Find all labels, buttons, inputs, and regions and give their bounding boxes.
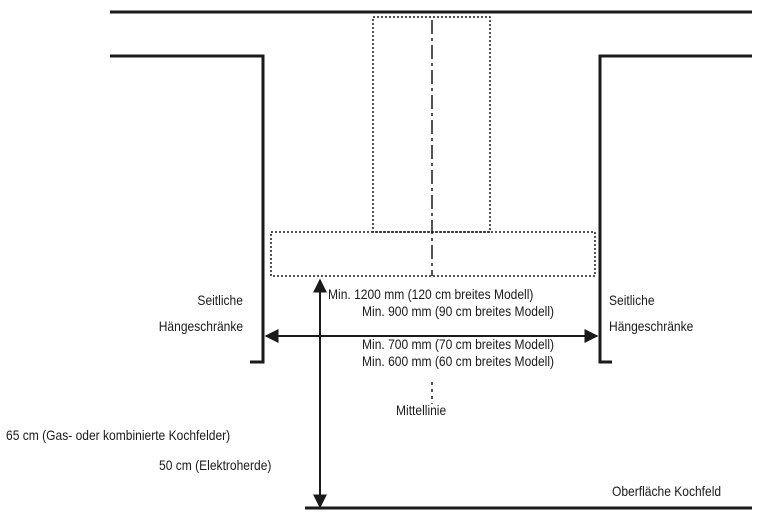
min-900-label: Min. 900 mm (90 cm breites Modell) (362, 303, 555, 319)
hob-surface-label: Oberfläche Kochfeld (612, 483, 722, 499)
min-600-label: Min. 600 mm (60 cm breites Modell) (362, 353, 555, 369)
right-wall-cabinet (600, 56, 752, 362)
centerline-label: Mittellinie (396, 402, 447, 418)
min-1200-label: Min. 1200 mm (120 cm breites Modell) (328, 286, 534, 302)
left-cabinets-label-line2: Hängeschränke (158, 318, 243, 334)
min-700-label: Min. 700 mm (70 cm breites Modell) (362, 336, 555, 352)
right-cabinets-label-line1: Seitliche (609, 292, 655, 308)
right-cabinets-label-line2: Hängeschränke (609, 318, 694, 334)
height-gas-label: 65 cm (Gas- oder kombinierte Kochfelder) (6, 427, 231, 443)
left-cabinets-label-line1: Seitliche (197, 292, 243, 308)
height-electric-label: 50 cm (Elektroherde) (159, 457, 272, 473)
hood-canopy (271, 232, 595, 276)
left-wall-cabinet (110, 56, 263, 362)
